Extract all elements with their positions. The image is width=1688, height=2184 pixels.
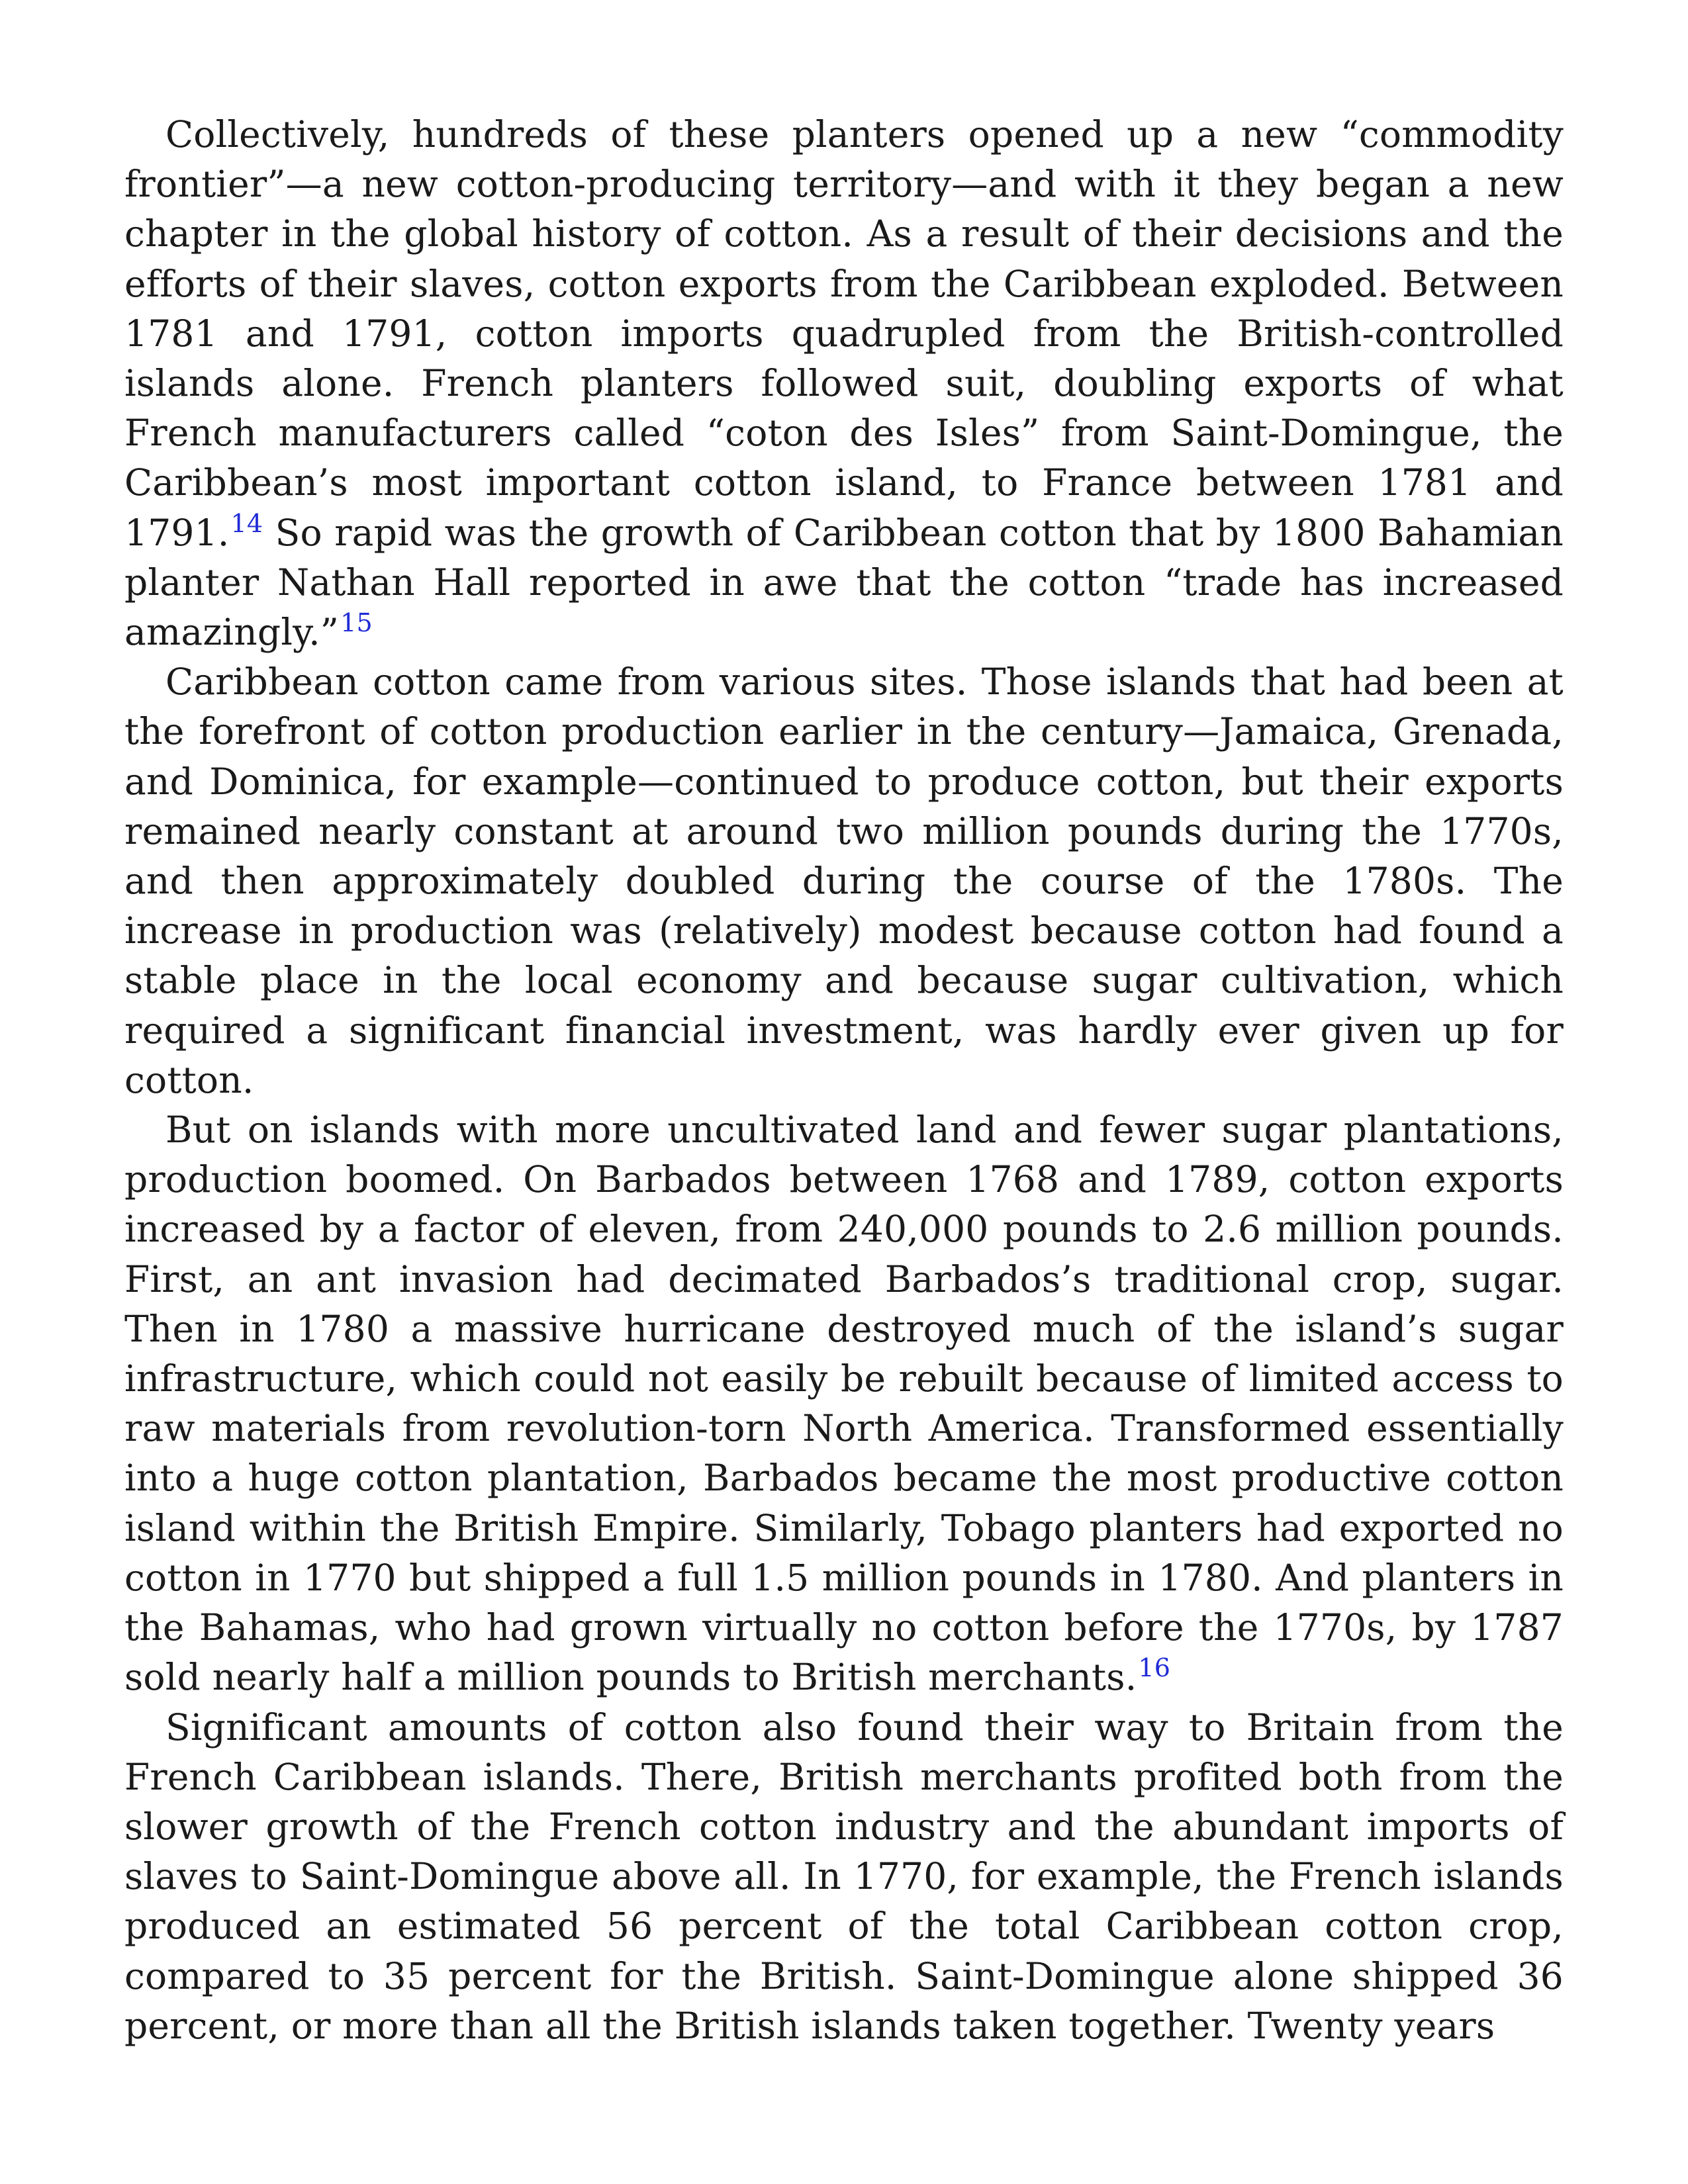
book-page-body [124, 110, 1564, 2051]
paragraph-text: But on islands with more uncultivated land and fewer sugar plantations, production boomed. On Barbados between 1768 and 1789, cotton exports increased by a factor of eleven, from 240,000 pounds to 2.6 million pounds. First, an ant invasion had decimated Barbados’s traditional crop, sugar. Then in 1780 a massive hurricane destroyed much of the island’s sugar infrastructure, which could not easily be rebuilt because of limited access to raw materials from revolution-torn North America. Transformed essentially into a huge cotton plantation, Barbados became the most productive cotton island within the British Empire. Similarly, Tobago planters had exported no cotton in 1770 but shipped a full 1.5 million pounds in 1780. And planters in the Bahamas, who had grown virtually no cotton before the 1770s, by 1787 sold nearly half a million pounds to British merchants. [124, 1109, 1564, 1699]
paragraph-text: Significant amounts of cotton also found their way to Britain from the French Caribbean islands. There, British merchants profited both from the slower growth of the French cotton industry and the abundant imports of slaves to Saint-Domingue above all. In 1770, for example, the French islands produced an estimated 56 percent of the total Caribbean cotton crop, compared to 35 percent for the British. Saint-Domingue alone shipped 36 percent, or more than all the British islands taken together. Twenty years [124, 1706, 1564, 2047]
paragraph-french-caribbean [124, 1703, 1564, 2051]
footnote-ref-15[interactable]: 15 [340, 608, 373, 638]
footnote-ref-16[interactable]: 16 [1138, 1653, 1171, 1683]
paragraph-caribbean-sites [124, 657, 1564, 1105]
paragraph-text: So rapid was the growth of Caribbean cotton that by 1800 Bahamian planter Nathan Hall reported in awe that the cotton “trade has increased amazingly.” [124, 511, 1564, 654]
paragraph-production-boomed [124, 1105, 1564, 1702]
paragraph-text: Collectively, hundreds of these planters opened up a new “commodity frontier”—a new cotton-producing territory—and with it they began a new chapter in the global history of cotton. As a result of their decisions and the efforts of their slaves, cotton exports from the Caribbean exploded. Between 1781 and 1791, cotton imports quadrupled from the British-controlled islands alone. French planters followed suit, doubling exports of what French manufacturers called “coton des Isles” from Saint-Domingue, the Caribbean’s most important cotton island, to France between 1781 and 1791. [124, 113, 1564, 554]
paragraph-text: Caribbean cotton came from various sites. Those islands that had been at the forefront of cotton production earlier in the century—Jamaica, Grenada, and Dominica, for example—continued to produce cotton, but their exports remained nearly constant at around two million pounds during the 1770s, and then approximately doubled during the course of the 1780s. The increase in production was (relatively) modest because cotton had found a stable place in the local economy and because sugar cultivation, which required a significant financial investment, was hardly ever given up for cotton. [124, 660, 1564, 1101]
paragraph-commodity-frontier [124, 110, 1564, 657]
footnote-ref-14[interactable]: 14 [230, 508, 263, 538]
